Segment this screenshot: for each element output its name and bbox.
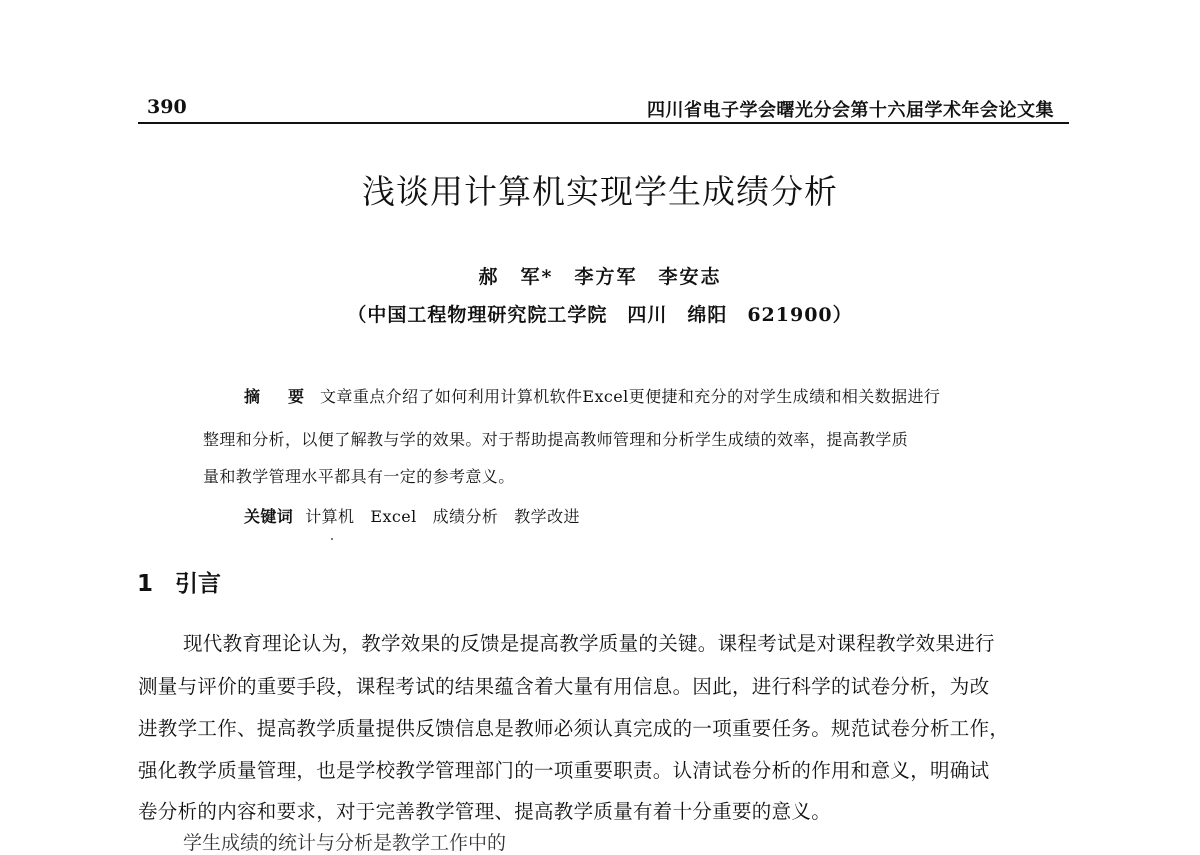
- section-heading: [137, 565, 221, 598]
- keyword-item: 计算机: [305, 507, 355, 526]
- abstract-label: 摘 要: [244, 387, 311, 406]
- authors: 郝 军* 李方军 李安志: [478, 266, 722, 288]
- abstract-line-1: [244, 384, 940, 407]
- header-rule: [138, 122, 1069, 124]
- keyword-item: 教学改进: [514, 507, 580, 526]
- section-title: 引言: [175, 571, 222, 597]
- keywords: [244, 504, 596, 527]
- abstract-text-1: 文章重点介绍了如何利用计算机软件Excel更便捷和充分的对学生成绩和相关数据进行: [320, 387, 941, 406]
- keyword-item: 成绩分析: [432, 507, 499, 526]
- page-number: 390: [147, 96, 187, 118]
- abstract-line-3: 量和教学管理水平都具有一定的参考意义。: [203, 467, 515, 486]
- keywords-label: 关键词: [244, 507, 294, 526]
- body-line-2: 测量与评价的重要手段，课程考试的结果蕴含着大量有用信息。因此，进行科学的试卷分析，为改: [138, 675, 990, 698]
- keyword-item: Excel: [370, 507, 417, 526]
- body-line-5: 卷分析的内容和要求，对于完善教学管理、提高教学质量有着十分重要的意义。: [138, 800, 832, 823]
- abstract-line-2: 整理和分析，以便了解教与学的效果。对于帮助提高教师管理和分析学生成绩的效率，提高教学质: [203, 430, 909, 449]
- section-number: 1: [137, 571, 154, 597]
- scan-speck: [331, 538, 333, 540]
- paper-title: 浅谈用计算机实现学生成绩分析: [362, 172, 838, 211]
- journal-title: 四川省电子学会曙光分会第十六届学术年会论文集: [647, 100, 1054, 121]
- body-line-1: 现代教育理论认为，教学效果的反馈是提高教学质量的关键。课程考试是对课程教学效果进行: [183, 632, 995, 655]
- body-line-partial: 学生成绩的统计与分析是教学工作中的: [183, 832, 507, 854]
- affiliation: （中国工程物理研究院工学院 四川 绵阳 621900）: [347, 304, 853, 326]
- body-line-3: 进教学工作、提高教学质量提供反馈信息是教师必须认真完成的一项重要任务。规范试卷分析工作，: [138, 717, 1010, 740]
- body-line-4: 强化教学质量管理，也是学校教学管理部门的一项重要职责。认清试卷分析的作用和意义，明确试: [138, 759, 990, 782]
